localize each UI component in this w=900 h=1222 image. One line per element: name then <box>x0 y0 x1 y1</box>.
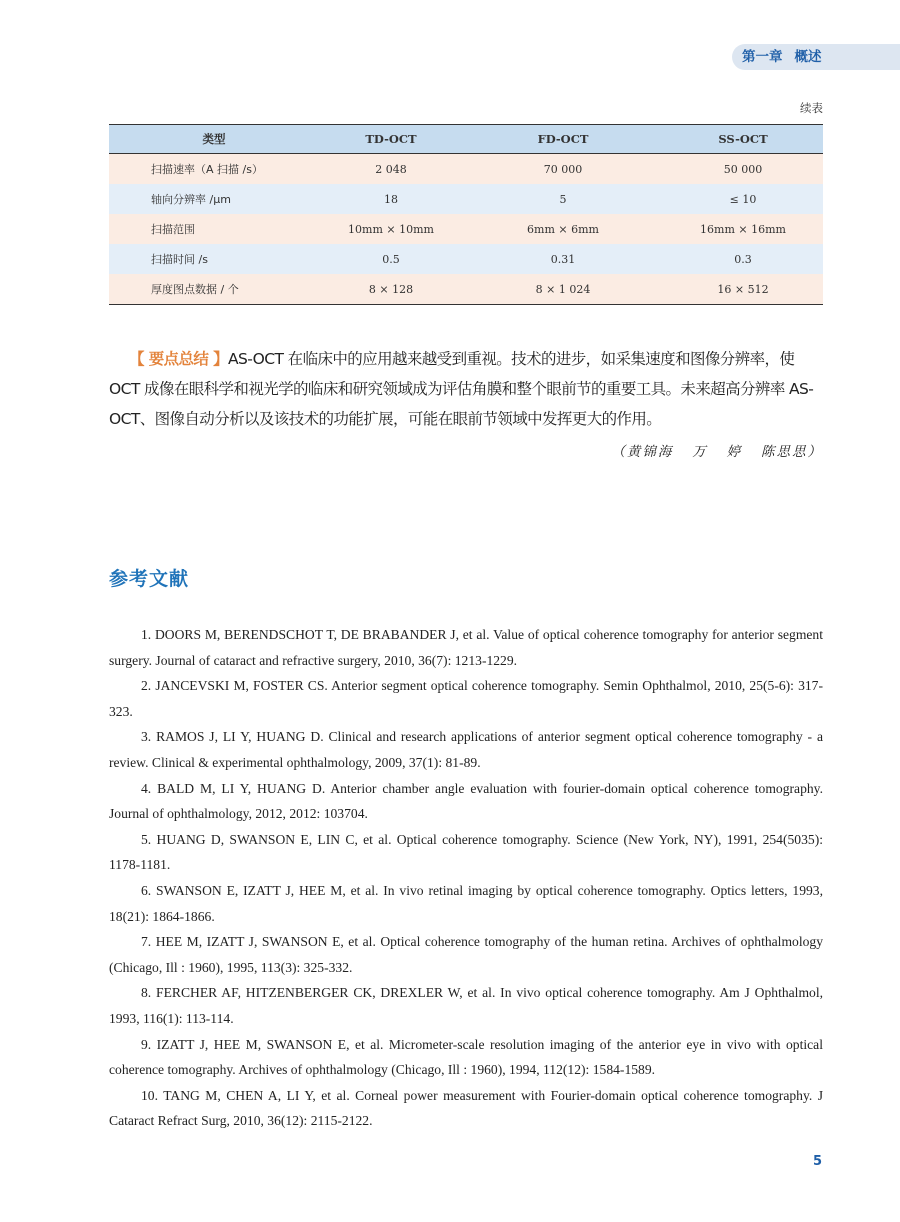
table-cell: 18 <box>319 184 463 214</box>
key-points-summary <box>109 344 825 434</box>
reference-item: 5. HUANG D, SWANSON E, LIN C, et al. Optical coherence tomography. Science (New York, NY), 1991, 254(5035): 1178-1181. <box>109 831 823 873</box>
reference-item: 1. DOORS M, BERENDSCHOT T, DE BRABANDER J, et al. Value of optical coherence tomography for anterior segment surgery. Journal of cataract and refractive surgery, 2010, 36(7): 1213-1229. <box>109 627 823 668</box>
reference-item: 2. JANCEVSKI M, FOSTER CS. Anterior segment optical coherence tomography. Semin Ophthalmol, 2010, 25(5-6): 317-323. <box>109 678 823 719</box>
row-label: 扫描范围 <box>109 214 319 244</box>
reference-item: 10. TANG M, CHEN A, LI Y, et al. Corneal power measurement with Fourier-domain optical coherence tomography. J Cataract Refract Surg, 2010, 36(12): 2115-2122. <box>109 1087 823 1129</box>
reference-item: 8. FERCHER AF, HITZENBERGER CK, DREXLER W, et al. In vivo optical coherence tomography. Am J Ophthalmol, 1993, 116(1): 113-114. <box>109 985 823 1026</box>
row-label: 轴向分辨率 /μm <box>109 184 319 214</box>
table-cell: 50 000 <box>663 154 823 185</box>
table-row <box>109 214 823 244</box>
table-row <box>109 244 823 274</box>
table-row <box>109 184 823 214</box>
table-cell: 5 <box>463 184 663 214</box>
table-cell: 16 × 512 <box>663 274 823 305</box>
table-cell: 0.3 <box>663 244 823 274</box>
table-cell: 6mm × 6mm <box>463 214 663 244</box>
reference-item: 3. RAMOS J, LI Y, HUANG D. Clinical and research applications of anterior segment optical coherence tomography - a review. Clinical & experimental ophthalmology, 2009, 37(1): 81-89. <box>109 729 823 770</box>
reference-item: 7. HEE M, IZATT J, SWANSON E, et al. Optical coherence tomography of the human retina. Archives of ophthalmology (Chicago, Ill : 1960), 1995, 113(3): 325-332. <box>109 934 823 975</box>
summary-tag: 【 要点总结 】 <box>129 350 228 368</box>
table-continued-caption: 续表 <box>800 101 823 115</box>
table-cell: 2 048 <box>319 154 463 185</box>
chapter-number: 第一章 <box>742 49 783 65</box>
reference-item: 9. IZATT J, HEE M, SWANSON E, et al. Micrometer-scale resolution imaging of the anterior eye in vivo with optical coherence tomography. Archives of ophthalmology (Chicago, Ill : 1960), 1994, 112(12): 1584-1589. <box>109 1036 823 1078</box>
authors-line: （黄锦海 万 婷 陈思思） <box>611 444 823 460</box>
reference-item: 6. SWANSON E, IZATT J, HEE M, et al. In vivo retinal imaging by optical coherence tomography. Optics letters, 1993, 18(21): 1864-1866. <box>109 882 823 924</box>
table-cell: 16mm × 16mm <box>663 214 823 244</box>
table-header-row <box>109 125 823 154</box>
table-cell: 10mm × 10mm <box>319 214 463 244</box>
chapter-header <box>732 44 900 70</box>
reference-item: 4. BALD M, LI Y, HUANG D. Anterior chamber angle evaluation with fourier-domain optical coherence tomography. Journal of ophthalmology, 2012, 2012: 103704. <box>109 780 823 822</box>
table-cell: 0.31 <box>463 244 663 274</box>
table-cell: 70 000 <box>463 154 663 185</box>
column-header: FD-OCT <box>463 125 663 154</box>
references-heading: 参考文献 <box>109 568 190 590</box>
references-list <box>109 622 823 1134</box>
column-header: 类型 <box>109 125 319 154</box>
oct-comparison-table <box>109 124 823 305</box>
table-cell: 0.5 <box>319 244 463 274</box>
table-row <box>109 154 823 185</box>
row-label: 扫描时间 /s <box>109 244 319 274</box>
column-header: TD-OCT <box>319 125 463 154</box>
page-number: 5 <box>812 1154 822 1169</box>
table-cell: 8 × 128 <box>319 274 463 305</box>
table-cell: 8 × 1 024 <box>463 274 663 305</box>
row-label: 厚度图点数据 / 个 <box>109 274 319 305</box>
summary-text: AS-OCT 在临床中的应用越来越受到重视。技术的进步，如采集速度和图像分辨率，使 OCT 成像在眼科学和视光学的临床和研究领域成为评估角膜和整个眼前节的重要工具。未来超高分辨率 AS-OCT、图像自动分析以及该技术的功能扩展，可能在眼前节领域中发挥更大的作用。 <box>109 350 814 428</box>
row-label: 扫描速率（A 扫描 /s） <box>109 154 319 185</box>
column-header: SS-OCT <box>663 125 823 154</box>
chapter-title: 概述 <box>794 49 822 65</box>
table-row <box>109 274 823 305</box>
table-cell: ≤ 10 <box>663 184 823 214</box>
